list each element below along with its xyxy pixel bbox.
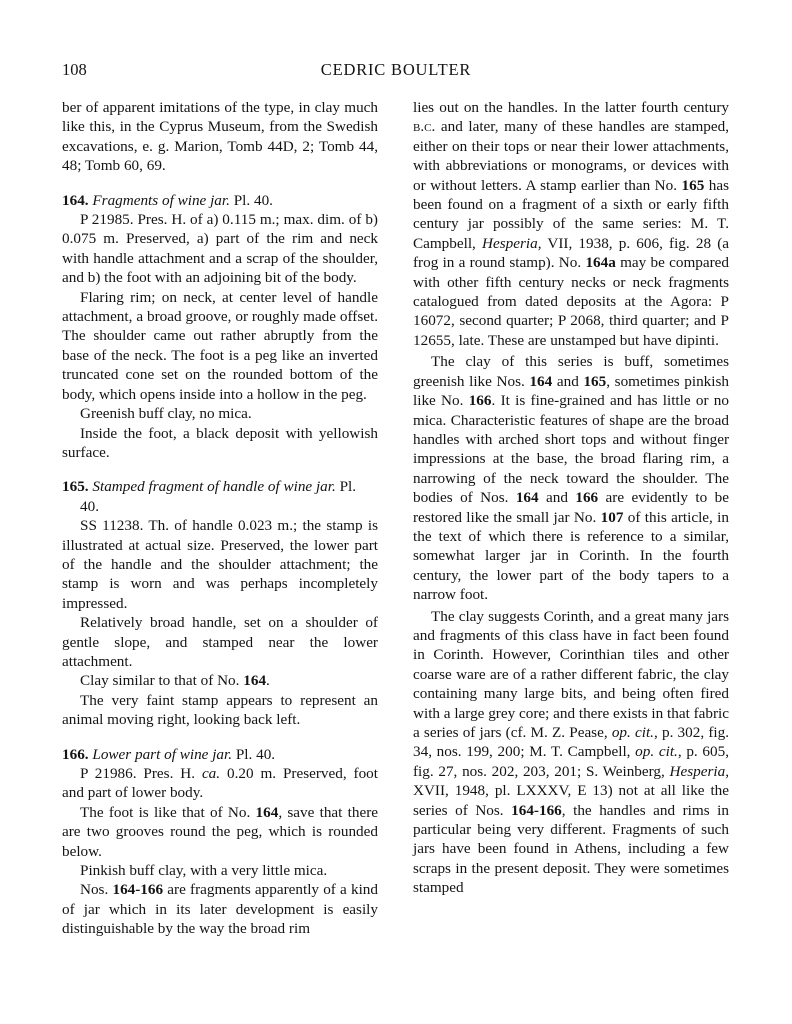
entry-165-number: 165.: [62, 478, 89, 496]
page-number: 108: [62, 60, 87, 79]
text-run: Nos.: [80, 881, 113, 899]
text-run: Clay similar to that of No.: [80, 672, 244, 690]
text-run: op. cit.: [611, 724, 654, 741]
entry-165-clay: [62, 671, 378, 690]
entry-165-stamp: The very faint stamp appears to represent an animal moving right, looking back left.: [62, 691, 378, 729]
text-run: lies out on the handles. In the latter fourth century: [413, 99, 729, 116]
running-head: CEDRIC BOULTER: [320, 60, 472, 79]
cross-ref: 107: [600, 508, 624, 526]
discussion-paragraph-3: [413, 607, 729, 898]
cross-ref: 164: [529, 372, 553, 390]
journal-title: Hesperia: [482, 234, 538, 252]
text-run: of this article, in the text of which there is reference to a similar, somewhat larger jar in Corinth. In the fourth century, the lower part of the body tapers to a narrow foot.: [413, 508, 729, 604]
cross-ref: 164a: [585, 254, 616, 272]
text-run: and: [552, 372, 584, 390]
entry-165-shape: Relatively broad handle, set on a shoulder of gentle slope, and stamped near the lower attachment.: [62, 614, 378, 670]
entry-164-number: 164.: [62, 191, 89, 209]
continued-paragraph: ber of apparent imitations of the type, in clay much like this, in the Cyprus Museum, from the Swedish excavations, e. g. Marion, Tomb 44D, 2; Tomb 44, 48; Tomb 60, 69.: [62, 99, 378, 175]
cross-ref: 166: [468, 392, 492, 410]
entry-164-shape: Flaring rim; on neck, at center level of handle attachment, a broad groove, or roughly made offset. The shoulder came out rather abruptly from the base of the neck. The foot is a peg like an inverted truncated cone set on the rounded bottom of the body, which opens inside into a hollow in the peg.: [62, 288, 378, 403]
entry-164-deposit: Inside the foot, a black deposit with yellowish surface.: [62, 424, 378, 461]
text-run: P 21986. Pres. H.: [80, 765, 202, 782]
entry-164-heading: [62, 191, 378, 210]
entry-166-plate: Pl. 40.: [235, 745, 276, 763]
text-run: b.c.: [413, 118, 436, 136]
text-run: . It is fine-grained and has little or no mica. Characteristic features of shape are the broad handles with arched short tops and without finger impressions at the base, the broad flaring rim, a narrowing of the neck toward the shoulder. The bodies of Nos.: [413, 392, 729, 507]
entry-165-heading: [62, 477, 378, 516]
entry-164-clay: Greenish buff clay, no mica.: [80, 405, 252, 423]
entry-165-title: Stamped fragment of handle of wine jar.: [92, 478, 336, 496]
text-run: has been found on a fragment of a sixth or early fifth century jar possibly of the same series: M. T. Campbell,: [413, 176, 729, 252]
discussion-paragraph-2: [413, 352, 729, 604]
cross-ref: 166: [575, 489, 599, 507]
entry-164-description: P 21985. Pres. H. of a) 0.115 m.; max. dim. of b) 0.075 m. Preserved, a) part of the rim and neck with handle attachment and a scrap of the shoulder, and b) the foot with an adjoining bit of the body.: [62, 211, 378, 287]
cross-ref: 164-166: [112, 881, 164, 899]
cross-ref: 164: [255, 803, 279, 821]
entry-166-heading: [62, 745, 378, 764]
text-run: , XVII, 1948, pl. LXXXV, E 13) not at all like the series of Nos.: [413, 762, 729, 819]
entry-166-clay: Pinkish buff clay, with a very little mica.: [80, 862, 328, 880]
text-run: The foot is like that of No.: [80, 803, 256, 821]
text-run: , save that there are two grooves round the peg, which is rounded below.: [62, 803, 378, 860]
left-column: [62, 98, 378, 939]
text-run: The clay suggests Corinth, and a great many jars and fragments of this class have in fact been found in Corinth. However, Corinthian tiles and other coarse ware are of a rather different fabric, the clay containing many large bits, and being often fired with a large grey core; and there exists in that fabric a series of jars (cf. M. Z. Pease,: [413, 607, 730, 741]
cross-ref: 164: [243, 672, 267, 690]
cross-ref: 165: [681, 176, 705, 194]
entry-166-foot: [62, 803, 378, 861]
text-run: , p. 302, fig. 34, nos. 199, 200; M. T. Campbell,: [413, 724, 729, 761]
text-run: The clay of this series is buff, sometimes greenish like Nos.: [413, 353, 729, 390]
entry-166-title: Lower part of wine jar.: [92, 745, 233, 763]
text-run: .: [266, 672, 270, 690]
entry-165-description: SS 11238. Th. of handle 0.023 m.; the stamp is illustrated at actual size. Preserved, the lower part of the handle and the shoulder attachment; the stamp is worn and was perhaps incompletely impressed.: [62, 517, 378, 612]
journal-title: Hesperia: [669, 762, 726, 780]
cross-ref: 164-166: [511, 801, 562, 819]
entry-165-plate: Pl. 40.: [80, 478, 357, 515]
text-run: ca.: [201, 765, 221, 782]
discussion-paragraph-1: [413, 98, 729, 350]
entry-164-plate: Pl. 40.: [233, 191, 273, 209]
entry-164-title: Fragments of wine jar.: [92, 191, 230, 209]
right-column: [413, 98, 729, 898]
text-run: , VII, 1938, p. 606, fig. 28 (a frog in a round stamp). No.: [413, 234, 729, 272]
text-run: may be compared with other fifth century necks or neck fragments catalogued from dated deposits at the Agora: P 16072, second quarter; P 2068, third quarter; and P 12655, late. These are unstamped but have dipinti.: [413, 254, 729, 349]
entry-166-number: 166.: [62, 745, 89, 763]
entry-166-description: [62, 764, 378, 803]
text-run: , the handles and rims in particular being very different. Fragments of such jars have been found in Athens, including a few scraps in the present deposit. They were sometimes stamped: [413, 801, 729, 897]
text-run: 0.20 m. Preserved, foot and part of lower body.: [62, 765, 378, 802]
text-run: are fragments apparently of a kind of jar which in its later development is easily distinguishable by the way the broad rim: [62, 881, 378, 938]
text-run: , sometimes pinkish like No.: [413, 372, 729, 410]
text-run: and: [538, 489, 576, 507]
text-run: and later, many of these handles are stamped, either on their tops or near their lower attachments, with abbreviations or monograms, or devices with or without letters. A stamp earlier than No.: [413, 118, 729, 194]
text-run: , p. 605, fig. 27, nos. 202, 203, 201; S. Weinberg,: [413, 743, 730, 780]
cross-ref: 164: [515, 489, 539, 507]
entry-166-discussion: [62, 880, 378, 938]
text-run: are evidently to be restored like the small jar No.: [413, 489, 729, 526]
text-run: op. cit.: [635, 743, 678, 761]
cross-ref: 165: [583, 372, 607, 390]
